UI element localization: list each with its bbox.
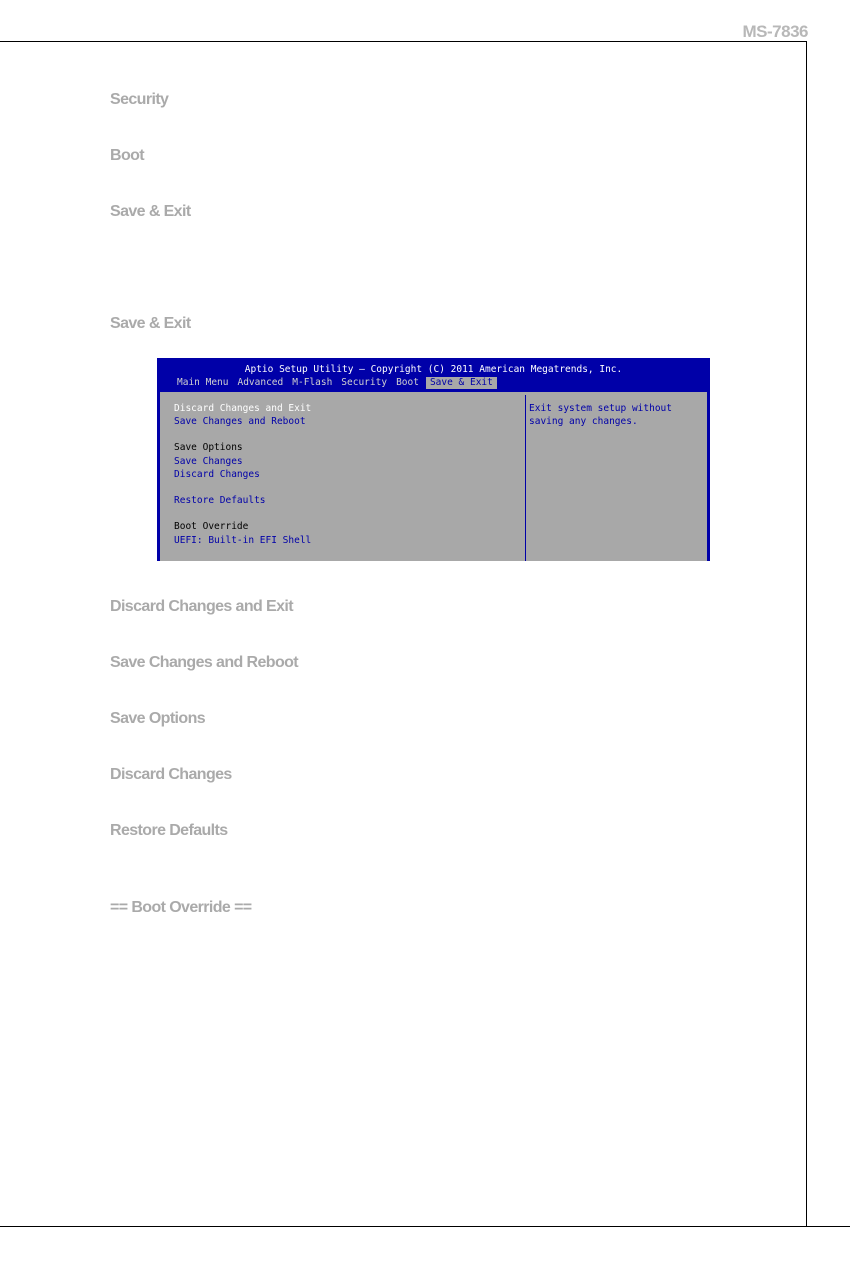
bios-item-discard-exit[interactable]: Discard Changes and Exit [174,403,312,414]
bios-help-line: saving any changes. [529,416,638,427]
heading-save-options: Save Options [110,710,206,727]
bios-item-uefi-shell[interactable]: UEFI: Built-in EFI Shell [174,535,312,546]
heading-discard-changes-exit: Discard Changes and Exit [110,598,293,615]
bios-item-save-changes[interactable]: Save Changes [174,456,243,467]
bios-group-boot-override: Boot Override [174,521,249,532]
bios-screenshot [157,358,710,561]
bios-tab-security[interactable]: Security [341,377,388,388]
bios-item-restore-defaults[interactable]: Restore Defaults [174,495,266,506]
model-label: MS-7836 [742,22,808,41]
heading-discard-changes: Discard Changes [110,766,232,783]
bios-body [159,391,708,561]
bios-tab-boot[interactable]: Boot [396,377,419,388]
heading-boot-override: == Boot Override == [110,899,252,916]
bios-item-save-reboot[interactable]: Save Changes and Reboot [174,416,306,427]
right-margin-rule [806,41,807,1227]
section-title: Save & Exit [110,315,191,332]
bios-tab-bar [175,377,502,389]
bios-title: Aptio Setup Utility – Copyright (C) 2011 American Megatrends, Inc. [244,364,623,375]
heading-save-exit: Save & Exit [110,203,191,220]
bios-help-panel [527,395,707,561]
bios-item-discard-changes[interactable]: Discard Changes [174,469,260,480]
heading-save-changes-reboot: Save Changes and Reboot [110,654,299,671]
bios-group-save-options: Save Options [174,442,243,453]
bios-tab-main-menu[interactable]: Main Menu [177,377,229,388]
heading-security: Security [110,91,169,108]
bios-tab-save-exit[interactable]: Save & Exit [426,377,497,389]
header-rule [0,41,807,42]
bios-menu-panel [161,395,526,561]
heading-boot: Boot [110,147,145,164]
bios-tab-m-flash[interactable]: M-Flash [292,377,333,388]
footer-rule [0,1226,850,1227]
heading-restore-defaults: Restore Defaults [110,822,228,839]
bios-help-line: Exit system setup without [529,403,672,414]
bios-tab-advanced[interactable]: Advanced [237,377,284,388]
